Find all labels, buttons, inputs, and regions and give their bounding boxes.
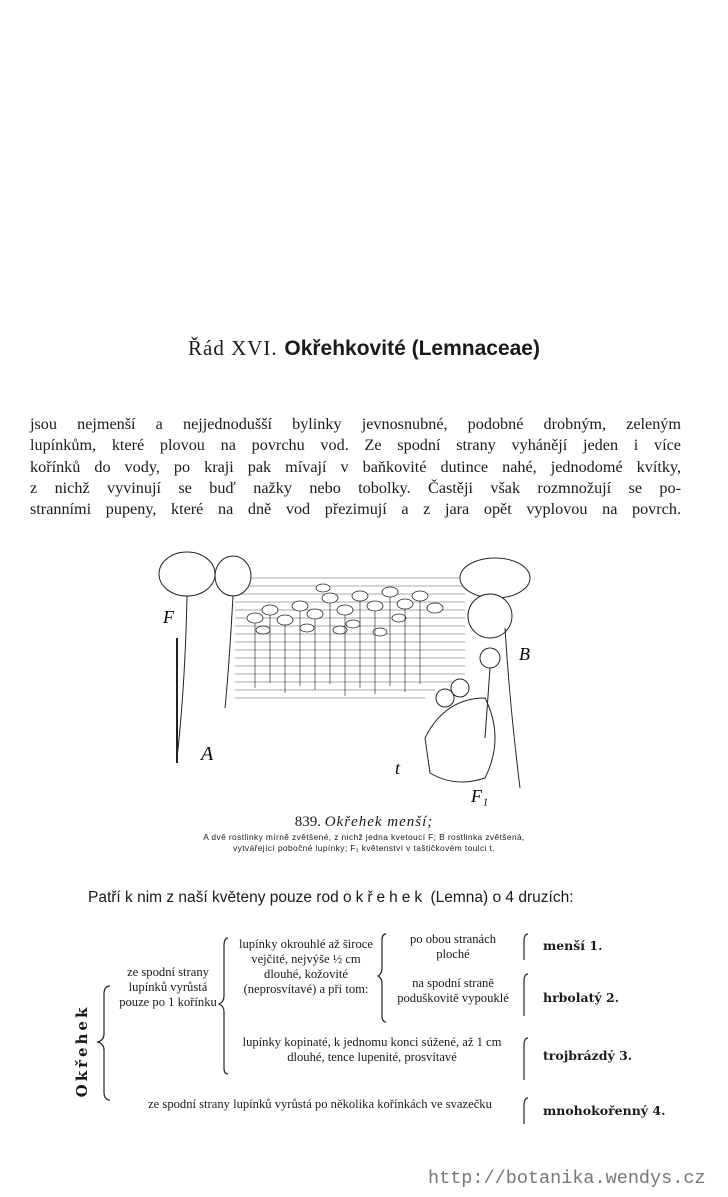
chapter-heading: [0, 336, 728, 361]
figure-number: 839.: [294, 814, 321, 830]
brace-result-2: [524, 974, 528, 1016]
caption-line: vytvářející pobočné lupínky; F₁ květenství v taštičkovém toulci t.: [233, 843, 495, 853]
species-3: trojbrázdý 3.: [543, 1048, 633, 1063]
plant-a-drawing: [159, 552, 251, 763]
species-2: hrbolatý 2.: [543, 990, 620, 1005]
duckweed-illustration: [155, 548, 575, 808]
source-url[interactable]: http://botanika.wendys.cz: [428, 1168, 706, 1189]
inflorescence-drawing: [425, 648, 500, 782]
description-paragraph: [30, 414, 681, 520]
paragraph-line: lupínkům, které plovou na povrchu vod. Ze spodní strany vyhánějí jeden i více: [30, 436, 681, 455]
order-label: Řád XVI.: [188, 336, 278, 360]
figure-name: Okřehek menší;: [324, 814, 434, 830]
species-4: mnohokořenný 4.: [543, 1103, 666, 1118]
key-lanceolate: lupínky kopinaté, k jednomu konci súžené, až 1 cm dlouhé, tence lupenité, prosvítavé: [242, 1035, 502, 1064]
genus-name: okřehek: [343, 889, 427, 906]
brace-result-1: [524, 934, 528, 960]
key-roots-many: ze spodní strany lupínků vyrůstá po několika kořínkách ve svazečku: [148, 1097, 492, 1111]
label-a: A: [201, 743, 214, 765]
figure-title: [0, 814, 728, 831]
label-f1: F₁: [471, 786, 489, 806]
brace-result-4: [524, 1098, 528, 1124]
label-t: t: [395, 758, 401, 778]
key-round-leaves: lupínky okrouhlé až široce vejčité, nejvýše ½ cm dlouhé, kožovité (neprosvítavé) a při tom:: [239, 937, 373, 996]
paragraph-line: z nichž vyvinují se buď nažky nebo tobolky. Častěji však rozmnožují se po-: [30, 478, 681, 497]
figure-caption: [120, 832, 608, 854]
paragraph-line: jsou nejmenší a nejjednodušší bylinky jevnosnubné, podobné drobným, zeleným: [30, 415, 681, 433]
key-underside-cushion: na spodní straně poduškovitě vypouklé: [397, 976, 509, 1005]
intro-after: (Lemna) o 4 druzích:: [426, 889, 574, 906]
label-f: F: [163, 607, 174, 627]
brace-result-3: [524, 1038, 528, 1080]
key-single-root: ze spodní strany lupínků vyrůstá pouze po 1 kořínku: [119, 965, 217, 1009]
brace-outer: [98, 986, 110, 1100]
paragraph-line: kořínků do vody, po kraji pak mívají v baňkovité dutince nahé, jednodomé kvítky,: [30, 457, 681, 476]
genus-vertical-text: Okřehek: [73, 1004, 91, 1098]
water-hatching: [235, 578, 465, 698]
family-name: Okřehkovité (Lemnaceae): [284, 337, 540, 360]
brace-single-root: [219, 938, 228, 1074]
paragraph-line: stranními pupeny, které na dně vod přezimují a z jara opět vyplovou na povrch.: [30, 500, 681, 519]
intro-before: Patří k nim z naší květeny pouze rod: [88, 889, 344, 906]
genus-side-label: [70, 990, 94, 1120]
key-both-flat: po obou stranách ploché: [409, 932, 497, 961]
key-intro: [88, 889, 688, 907]
label-b: B: [519, 644, 530, 664]
species-1: menší 1.: [543, 938, 603, 953]
caption-line: A dvě rostlinky mírně zvětšené, z nichž jedna kvetoucí F; B rostlinka zvětšená,: [203, 832, 525, 842]
